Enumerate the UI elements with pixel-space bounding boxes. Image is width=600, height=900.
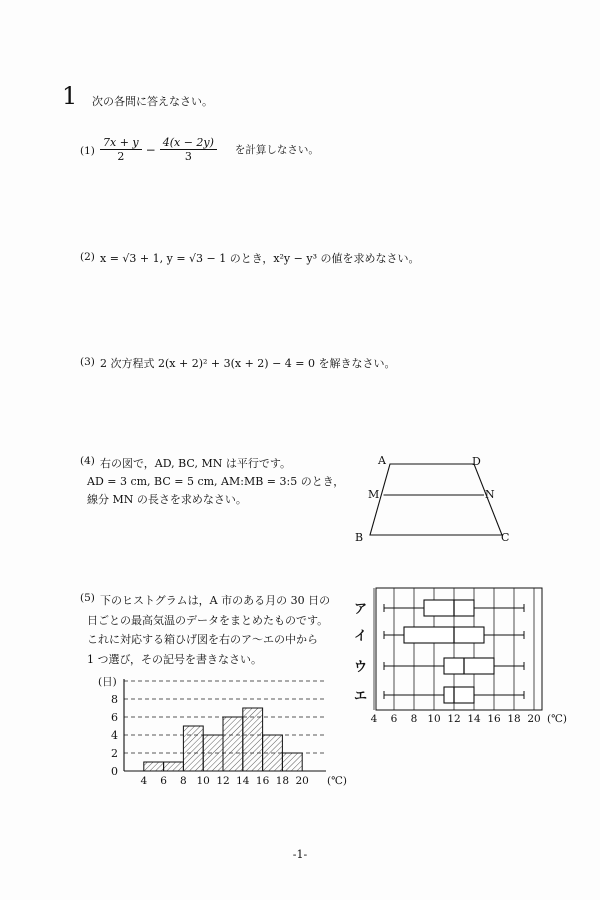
q1-frac2-numerator: 4(x − 2y) xyxy=(160,136,217,150)
histogram-y-tick-label: 6 xyxy=(111,711,118,724)
boxplot-row-label: ウ xyxy=(354,660,368,675)
q5-line-3: これに対応する箱ひげ図を右のア〜エの中から xyxy=(87,633,318,646)
trapezoid-shape xyxy=(370,464,502,535)
boxplot-box xyxy=(444,658,494,674)
histogram-chart xyxy=(90,672,347,790)
q1-fraction-1 xyxy=(100,136,142,163)
histogram-bar xyxy=(243,708,263,771)
histogram-bar xyxy=(223,717,243,771)
histogram-bar xyxy=(203,735,223,771)
trapezoid-figure xyxy=(350,452,520,547)
boxplot-x-tick-label: 14 xyxy=(467,713,481,725)
q1-text: を計算しなさい。 xyxy=(234,144,319,156)
q1-label: (1) xyxy=(80,145,95,157)
histogram-x-tick-label: 18 xyxy=(275,775,290,787)
histogram-x-tick-label: 16 xyxy=(255,775,270,787)
q4-line-3: 線分 MN の長さを求めなさい。 xyxy=(87,493,247,506)
histogram-bar xyxy=(164,762,184,771)
point-m-label: M xyxy=(368,488,380,501)
boxplot-chart xyxy=(350,586,567,736)
q1-expression xyxy=(100,136,319,163)
q5-label: (5) xyxy=(80,592,95,604)
boxplot-x-tick-label: 20 xyxy=(527,713,541,725)
q4-text-block xyxy=(87,455,345,509)
q1-frac2-denominator: 3 xyxy=(184,150,192,163)
point-n-label: N xyxy=(485,488,495,501)
problem-number: 1 xyxy=(62,82,78,110)
point-d-label: D xyxy=(472,455,481,468)
boxplot-x-tick-label: 12 xyxy=(447,713,461,725)
q2-label: (2) xyxy=(80,251,95,263)
q2-text: x = √3 + 1, y = √3 − 1 のとき，x²y − y³ の値を求めなさい。 xyxy=(100,252,420,265)
histogram-bar xyxy=(183,726,203,771)
q1-minus: − xyxy=(145,142,156,157)
histogram-x-tick-label: 10 xyxy=(196,775,210,787)
q4-line-2: AD = 3 cm, BC = 5 cm, AM:MB = 3:5 のとき， xyxy=(87,475,345,488)
boxplot-row-label: エ xyxy=(354,689,368,704)
histogram-y-tick-label: 2 xyxy=(111,747,118,760)
histogram-x-tick-label: 4 xyxy=(140,775,148,787)
boxplot-row-label: ア xyxy=(354,602,368,617)
q1-frac1-numerator: 7x + y xyxy=(100,136,142,150)
boxplot-x-tick-label: 16 xyxy=(487,713,501,725)
point-b-label: B xyxy=(355,531,364,544)
point-a-label: A xyxy=(378,454,386,467)
histogram-x-tick-label: 6 xyxy=(160,775,167,787)
boxplot-x-tick-label: 6 xyxy=(390,713,398,725)
histogram-x-tick-label: 12 xyxy=(216,775,230,787)
boxplot-x-tick-label: 8 xyxy=(410,713,418,725)
histogram-x-tick-label: 20 xyxy=(295,775,309,787)
histogram-x-axis-label: (℃) xyxy=(327,775,347,787)
histogram-bar xyxy=(263,735,283,771)
q3-label: (3) xyxy=(80,356,95,368)
histogram-bar xyxy=(144,762,164,771)
histogram-y-tick-label: 8 xyxy=(111,693,118,706)
histogram-x-tick-label: 8 xyxy=(180,775,187,787)
histogram-bar xyxy=(282,753,302,771)
q5-line-2: 日ごとの最高気温のデータをまとめたものです。 xyxy=(87,613,329,627)
q5-text-block xyxy=(87,591,331,669)
problem-instruction: 次の各問に答えなさい。 xyxy=(92,95,213,108)
boxplot-x-tick-label: 4 xyxy=(370,713,378,725)
q1-frac1-denominator: 2 xyxy=(117,150,125,163)
boxplot-box xyxy=(424,600,474,616)
boxplot-x-axis-label: (℃) xyxy=(547,713,567,725)
boxplot-x-tick-label: 18 xyxy=(507,713,521,725)
histogram-y-tick-label: 4 xyxy=(111,729,118,742)
q5-line-4: 1 つ選び，その記号を書きなさい。 xyxy=(87,652,263,666)
q4-label: (4) xyxy=(80,455,95,467)
boxplot-box xyxy=(444,687,474,703)
point-c-label: C xyxy=(501,531,510,544)
q3-text: 2 次方程式 2(x + 2)² + 3(x + 2) − 4 = 0 を解きなさい。 xyxy=(100,357,396,370)
histogram-x-tick-label: 14 xyxy=(236,775,250,787)
histogram-y-axis-label: (日) xyxy=(98,676,117,688)
boxplot-row-label: イ xyxy=(354,629,368,644)
boxplot-box xyxy=(404,627,484,643)
q5-line-1: 下のヒストグラムは，A 市のある月の 30 日の xyxy=(100,594,331,607)
histogram-y-tick-label: 0 xyxy=(111,765,118,778)
q1-fraction-2 xyxy=(160,136,217,163)
q4-line-1: 右の図で，AD, BC, MN は平行です。 xyxy=(100,457,291,470)
page-number: -1- xyxy=(292,848,308,861)
boxplot-x-tick-label: 10 xyxy=(427,713,441,725)
